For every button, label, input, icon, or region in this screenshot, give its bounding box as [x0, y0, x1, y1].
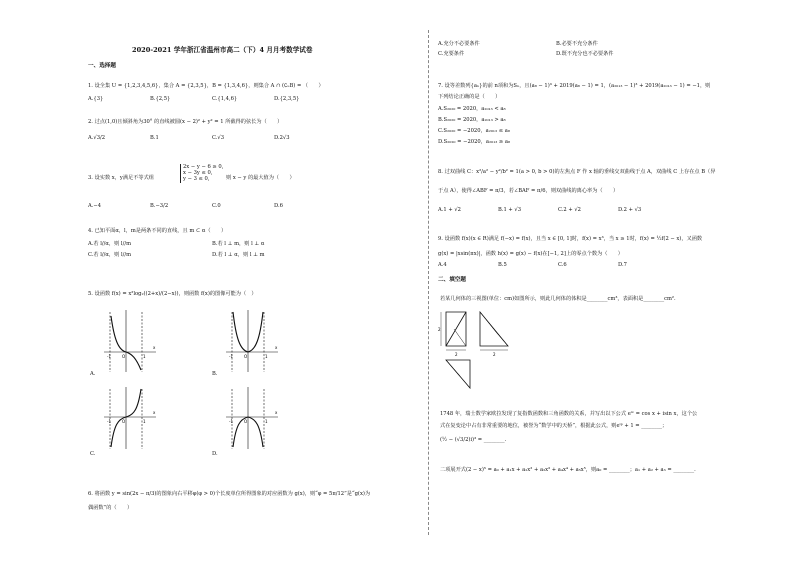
q1-option-c: C.{1,4,6}	[212, 96, 238, 102]
graph-b-tick-neg: -1	[229, 354, 233, 359]
column-divider	[428, 30, 429, 535]
q5-graph-d	[224, 385, 280, 451]
q3-ineq-2: x − 3y ≤ 0,	[183, 170, 213, 177]
fill2-line-2: 式在复变论中占有非常重要的地位，被誉为“数学中的天桥”，根据此公式，则eⁱᵖ + 1 = ________；	[440, 423, 668, 429]
q2-option-d: D.2√3	[274, 135, 290, 141]
graph-c-tick-neg: -1	[107, 419, 111, 424]
graph-d-x-label: x	[275, 410, 278, 415]
q6-option-a: A.充分不必要条件	[438, 41, 480, 47]
q5-graph-c	[102, 385, 158, 451]
q8-option-b: B.1 + √3	[498, 207, 522, 213]
graph-a-tick-pos: 1	[143, 354, 146, 359]
q6-option-b: B.必要不充分条件	[556, 41, 598, 47]
q3-option-c: C.0	[212, 203, 221, 209]
q8-line-1: 8. 过双曲线 C：x²/a² − y²/b² = 1(a > 0, b > 0)的左焦点 F 作 x 轴的垂线交双曲线于点 A，双曲线 C 上存在点 B（异	[438, 169, 716, 175]
graph-c-tick-pos: 1	[143, 419, 146, 424]
q4-option-c: C.若 l//α，则 l//m	[88, 252, 132, 258]
q7-line-2: 下列结论正确的是（ ）	[438, 94, 501, 100]
q4-option-d: D.若 l ⊥ α，则 l ⊥ m	[212, 252, 265, 258]
q7-option-a: A.S₂₀₂₀ = 2020，a₂₀₁₃ < a₈	[438, 106, 506, 112]
fill2-line-1: 1748 年，瑞士数学家欧拉发现了复指数函数和三角函数的关系，并写出以下公式 eⁱˣ = cos x + isin x，这个公	[440, 411, 698, 417]
graph-b-tick-pos: 1	[265, 354, 268, 359]
right-column	[436, 0, 781, 561]
q9-option-a: A.4	[438, 262, 447, 268]
q1-option-a: A.{3}	[88, 96, 104, 102]
q5-graph-a	[102, 308, 158, 374]
graph-a-x-label: x	[153, 345, 156, 350]
q7-option-c: C.S₂₀₂₀ = −2020，a₂₀₁₃ ≤ a₈	[438, 128, 510, 134]
q2-option-a: A.√3/2	[88, 135, 106, 141]
q2-option-b: B.1	[150, 135, 159, 141]
graph-a-tick-neg: -1	[107, 354, 111, 359]
q3-inequality-system	[180, 164, 223, 183]
q4-stem: 4. 已知平面α，l，m是两条不同的直线，且 m ⊂ α（ ）	[88, 228, 227, 234]
q6-option-d: D.既不充分也不必要条件	[556, 51, 614, 57]
fill3-line: 二项展开式(2 − x)⁵ = a₀ + a₁x + a₂x² + a₃x³ + a₄x⁴ + a₅x⁵，则a₀ = ________；a₁ + a₂ + a₃ = ________.	[440, 467, 696, 473]
graph-d-tick-pos: 1	[265, 419, 268, 424]
q5-stem: 5. 设函数 f(x) = x²log₂((2+x)/(2−x))，则函数 f(x)的图像可能为（ ）	[88, 291, 257, 297]
three-view-figure	[440, 306, 520, 398]
q3-option-a: A.−4	[88, 203, 102, 209]
q2-stem: 2. 过点(1,0)且倾斜角为30° 的直线被圆(x − 2)² + y² = 1 所截得的弦长为（ ）	[88, 119, 283, 125]
page-title: 2020-2021 学年浙江省温州市高二（下）4 月月考数学试卷	[132, 46, 313, 54]
q9-option-b: B.5	[498, 262, 507, 268]
q8-option-a: A.1 + √2	[438, 207, 461, 213]
dim-label-front: 2	[455, 352, 458, 357]
q5-graph-b	[224, 308, 280, 374]
q9-option-d: D.7	[618, 262, 627, 268]
q8-line-2: 于点 A），使得∠ABF = π/3，若∠BAF = π/6，则双曲线的离心率为（ ）	[438, 188, 619, 194]
q8-option-d: D.2 + √3	[618, 207, 642, 213]
q3-stem-b: 则 x − y 的最大值为（ ）	[226, 175, 295, 181]
graph-a-origin: O	[122, 354, 126, 359]
q5-label-c: C.	[90, 451, 96, 457]
q2-option-c: C.√3	[212, 135, 225, 141]
q9-line-1: 9. 设函数 f(x)(x ∈ R)满足 f(−x) = f(x)，且当 x ∈ [0, 1]时，f(x) = x³，当 x ≥ 1时，f(x) = ½f(2 − x)，又函数	[438, 236, 703, 242]
section-fill-heading: 二、填空题	[438, 277, 466, 283]
q4-option-b: B.若 l ⊥ m，则 l ⊥ α	[212, 241, 265, 247]
section-choice-heading: 一、选择题	[88, 63, 116, 69]
graph-d-origin: O	[244, 419, 248, 424]
q8-option-c: C.2 + √2	[558, 207, 581, 213]
q1-option-d: D.{2,3,5}	[274, 96, 300, 102]
q3-option-b: B.−3/2	[150, 203, 169, 209]
dim-label-height: 2	[438, 327, 441, 332]
q6-line-2: 偶函数”的（ ）	[88, 505, 133, 511]
q7-line-1: 7. 设等差数列{aₙ}的前 n项和为Sₙ，且(a₈ − 1)³ + 2019(a₈ − 1) = 1，(a₂₀₁₃ − 1)³ + 2019(a₂₀₁₃ − 1) = −1，则	[438, 83, 711, 89]
q5-label-d: D.	[212, 451, 218, 457]
fill2-line-3: (½ − (√3/2)i)³ = ________.	[440, 437, 507, 443]
graph-c-x-label: x	[153, 410, 156, 415]
q3-ineq-3: y − 3 ≤ 0,	[183, 176, 210, 183]
q5-label-a: A.	[90, 371, 96, 377]
dim-label-side: 2	[493, 352, 496, 357]
q5-label-b: B.	[212, 371, 218, 377]
q3-stem-a: 3. 设实数 x，y满足不等式组	[88, 175, 154, 181]
q3-ineq-1: 2x − y − 6 ≥ 0,	[183, 164, 224, 170]
q3-option-d: D.6	[274, 203, 283, 209]
q7-option-b: B.S₂₀₂₀ = 2020，a₂₀₁₃ > a₈	[438, 117, 506, 123]
graph-c-origin: O	[122, 419, 126, 424]
q6-line-1: 6. 将函数 y = sin(2x − π/3)的图象向右平移φ(φ > 0)个长度单位所得图象的对应函数为 g(x)，则“φ = 5π/12”是“g(x)为	[88, 491, 371, 497]
graph-b-origin: O	[244, 354, 248, 359]
left-column	[84, 0, 414, 561]
q9-line-2: g(x) = |xsin(πx)|，函数 h(x) = g(x) − f(x)在[−1, 2]上的零点个数为（ ）	[438, 251, 623, 257]
q1-stem: 1. 设全集 U = {1,2,3,4,5,6}，集合 A = {2,3,5}，B = {1,3,4,6}，则集合 A ∩ (∁ᵤB) = （ ）	[88, 83, 324, 89]
q6-option-c: C.充要条件	[438, 51, 465, 57]
graph-d-tick-neg: -1	[229, 419, 233, 424]
q7-option-d: D.S₂₀₂₀ = −2020，a₂₀₁₃ ≥ a₈	[438, 139, 511, 145]
q1-option-b: B.{2,5}	[150, 96, 171, 102]
graph-b-x-label: x	[275, 345, 278, 350]
q4-option-a: A.若 l//α，则 l//m	[88, 241, 131, 247]
fill1-line: 若某几何体的三视图(单位：cm)如图所示，则此几何体的体积是________cm³，表面积是________cm².	[440, 296, 676, 302]
q9-option-c: C.6	[558, 262, 567, 268]
